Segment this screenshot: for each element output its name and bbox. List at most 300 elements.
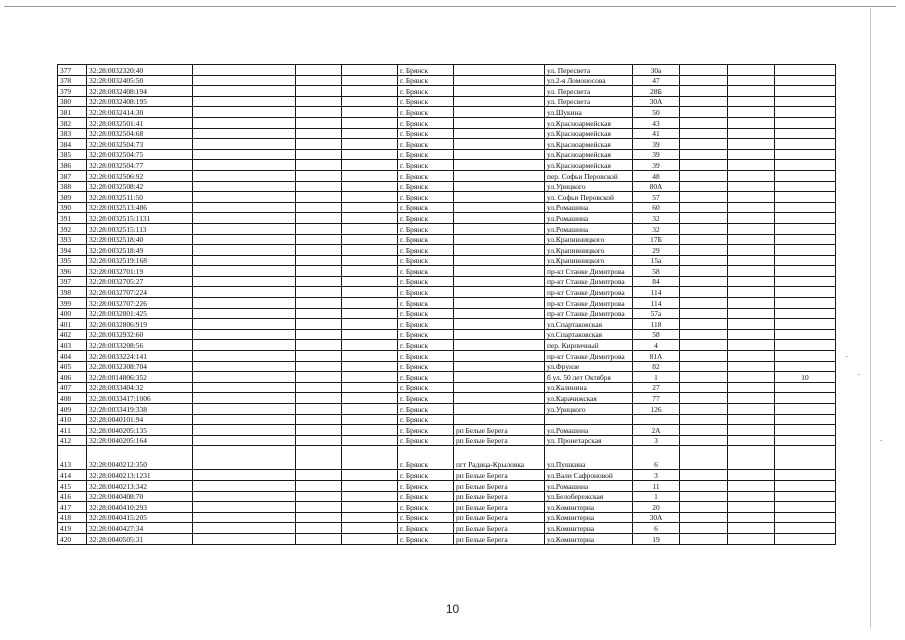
row-number-cell: 393 <box>58 234 87 245</box>
settlement-cell <box>454 202 545 213</box>
empty-cell <box>193 181 296 192</box>
house-number-cell: 2А <box>633 425 680 436</box>
extra-value-cell <box>775 117 836 128</box>
empty-cell <box>728 512 775 523</box>
empty-cell <box>296 512 342 523</box>
extra-value-cell <box>775 404 836 415</box>
city-cell: г. Брянск <box>398 491 454 502</box>
extra-value-cell <box>775 192 836 203</box>
row-number-cell: 418 <box>58 512 87 523</box>
table-row <box>58 128 836 139</box>
empty-cell <box>296 276 342 287</box>
empty-cell <box>193 523 296 534</box>
table-row <box>58 192 836 203</box>
empty-cell <box>296 160 342 171</box>
extra-value-cell <box>775 276 836 287</box>
street-cell: пр-кт Станке Димитрова <box>545 266 633 277</box>
empty-cell <box>680 287 728 298</box>
row-number-cell: 384 <box>58 139 87 150</box>
row-number-cell: 382 <box>58 117 87 128</box>
house-number-cell: 32 <box>633 213 680 224</box>
empty-cell <box>680 480 728 491</box>
settlement-cell <box>454 96 545 107</box>
empty-cell <box>680 298 728 309</box>
empty-cell <box>193 425 296 436</box>
cadastral-number-cell: 32:28:0032504:68 <box>87 128 193 139</box>
settlement-cell <box>454 65 545 76</box>
house-number-cell: 82 <box>633 361 680 372</box>
city-cell: г. Брянск <box>398 414 454 425</box>
cadastral-number-cell: 32:28:0032504:75 <box>87 149 193 160</box>
empty-cell <box>296 446 342 470</box>
empty-cell <box>342 382 398 393</box>
row-number-cell: 398 <box>58 287 87 298</box>
table-row <box>58 223 836 234</box>
empty-cell <box>680 107 728 118</box>
extra-value-cell <box>775 480 836 491</box>
extra-value-cell <box>775 512 836 523</box>
empty-cell <box>680 435 728 446</box>
cadastral-number-cell: 32:28:0040505:31 <box>87 533 193 544</box>
house-number-cell: 80А <box>633 181 680 192</box>
empty-cell <box>728 181 775 192</box>
empty-cell <box>342 213 398 224</box>
row-number-cell: 392 <box>58 223 87 234</box>
cadastral-number-cell: 32:28:0033404:32 <box>87 382 193 393</box>
extra-value-cell <box>775 446 836 470</box>
empty-cell <box>296 107 342 118</box>
empty-cell <box>296 523 342 534</box>
empty-cell <box>193 276 296 287</box>
empty-cell <box>193 351 296 362</box>
street-cell <box>545 414 633 425</box>
house-number-cell: 126 <box>633 404 680 415</box>
empty-cell <box>680 192 728 203</box>
scan-speck <box>858 374 860 375</box>
empty-cell <box>728 117 775 128</box>
empty-cell <box>193 202 296 213</box>
empty-cell <box>680 255 728 266</box>
cadastral-number-cell: 32:28:0032506:92 <box>87 170 193 181</box>
extra-value-cell <box>775 308 836 319</box>
scan-speck <box>880 440 882 441</box>
extra-value-cell <box>775 181 836 192</box>
settlement-cell: рп Белые Берега <box>454 491 545 502</box>
table-row <box>58 329 836 340</box>
empty-cell <box>193 393 296 404</box>
row-number-cell: 409 <box>58 404 87 415</box>
extra-value-cell <box>775 361 836 372</box>
empty-cell <box>193 512 296 523</box>
cadastral-number-cell: 32:28:0040410:293 <box>87 502 193 513</box>
cadastral-number-cell: 32:28:0032707:226 <box>87 298 193 309</box>
city-cell: г. Брянск <box>398 139 454 150</box>
extra-value-cell <box>775 223 836 234</box>
cadastral-number-cell: 32:28:0032501:41 <box>87 117 193 128</box>
street-cell: пр-кт Станке Димитрова <box>545 276 633 287</box>
house-number-cell: 114 <box>633 287 680 298</box>
empty-cell <box>193 117 296 128</box>
empty-cell <box>728 202 775 213</box>
empty-cell <box>342 414 398 425</box>
empty-cell <box>728 404 775 415</box>
settlement-cell: рп Белые Берега <box>454 533 545 544</box>
cadastral-number-cell: 32:28:0032705:27 <box>87 276 193 287</box>
empty-cell <box>296 340 342 351</box>
street-cell: пр-кт Станке Димитрова <box>545 287 633 298</box>
settlement-cell: рп Белые Берега <box>454 512 545 523</box>
house-number-cell: 32 <box>633 223 680 234</box>
table-row <box>58 414 836 425</box>
settlement-cell <box>454 308 545 319</box>
extra-value-cell <box>775 425 836 436</box>
settlement-cell <box>454 266 545 277</box>
city-cell: г. Брянск <box>398 319 454 330</box>
table-row <box>58 75 836 86</box>
row-number-cell: 381 <box>58 107 87 118</box>
empty-cell <box>342 223 398 234</box>
settlement-cell <box>454 139 545 150</box>
empty-cell <box>728 351 775 362</box>
empty-cell <box>342 234 398 245</box>
extra-value-cell <box>775 523 836 534</box>
empty-cell <box>728 65 775 76</box>
city-cell: г. Брянск <box>398 75 454 86</box>
row-number-cell: 390 <box>58 202 87 213</box>
row-number-cell: 407 <box>58 382 87 393</box>
empty-cell <box>193 96 296 107</box>
house-number-cell <box>633 414 680 425</box>
empty-cell <box>193 128 296 139</box>
house-number-cell: 3 <box>633 435 680 446</box>
row-number-cell: 394 <box>58 245 87 256</box>
empty-cell <box>296 96 342 107</box>
empty-cell <box>193 372 296 383</box>
row-number-cell: 385 <box>58 149 87 160</box>
empty-cell <box>680 393 728 404</box>
empty-cell <box>680 523 728 534</box>
empty-cell <box>728 86 775 97</box>
city-cell: г. Брянск <box>398 117 454 128</box>
cadastral-number-cell: 32:28:0032504:73 <box>87 139 193 150</box>
empty-cell <box>296 192 342 203</box>
empty-cell <box>193 361 296 372</box>
empty-cell <box>680 75 728 86</box>
empty-cell <box>296 382 342 393</box>
cadastral-number-cell: 32:28:0032513:486 <box>87 202 193 213</box>
empty-cell <box>296 329 342 340</box>
extra-value-cell <box>775 149 836 160</box>
registry-table <box>57 64 836 545</box>
empty-cell <box>728 340 775 351</box>
house-number-cell: 4 <box>633 340 680 351</box>
empty-cell <box>680 382 728 393</box>
city-cell: г. Брянск <box>398 329 454 340</box>
extra-value-cell <box>775 470 836 481</box>
settlement-cell: рп Белые Берега <box>454 470 545 481</box>
empty-cell <box>342 65 398 76</box>
street-cell: ул.Крапивницкого <box>545 245 633 256</box>
row-number-cell: 403 <box>58 340 87 351</box>
street-cell: ул.Урицкого <box>545 181 633 192</box>
empty-cell <box>296 234 342 245</box>
empty-cell <box>193 245 296 256</box>
table-row <box>58 149 836 160</box>
empty-cell <box>680 404 728 415</box>
empty-cell <box>193 86 296 97</box>
extra-value-cell <box>775 435 836 446</box>
settlement-cell <box>454 329 545 340</box>
house-number-cell: 48 <box>633 170 680 181</box>
empty-cell <box>728 393 775 404</box>
empty-cell <box>193 319 296 330</box>
empty-cell <box>296 223 342 234</box>
cadastral-number-cell: 32:28:0032801:425 <box>87 308 193 319</box>
table-row <box>58 361 836 372</box>
empty-cell <box>342 308 398 319</box>
empty-cell <box>680 139 728 150</box>
empty-cell <box>680 319 728 330</box>
empty-cell <box>728 75 775 86</box>
city-cell: г. Брянск <box>398 393 454 404</box>
house-number-cell: 27 <box>633 382 680 393</box>
settlement-cell <box>454 414 545 425</box>
street-cell: пр-кт Станке Димитрова <box>545 351 633 362</box>
empty-cell <box>193 298 296 309</box>
house-number-cell: 39 <box>633 139 680 150</box>
house-number-cell: 57а <box>633 308 680 319</box>
empty-cell <box>193 404 296 415</box>
city-cell: г. Брянск <box>398 234 454 245</box>
empty-cell <box>193 480 296 491</box>
cadastral-number-cell: 32:28:0040205:135 <box>87 425 193 436</box>
extra-value-cell <box>775 351 836 362</box>
house-number-cell: 58 <box>633 266 680 277</box>
empty-cell <box>342 181 398 192</box>
city-cell: г. Брянск <box>398 372 454 383</box>
extra-value-cell <box>775 75 836 86</box>
empty-cell <box>342 523 398 534</box>
empty-cell <box>342 425 398 436</box>
cadastral-number-cell: 32:28:0032408:194 <box>87 86 193 97</box>
empty-cell <box>296 287 342 298</box>
row-number-cell: 387 <box>58 170 87 181</box>
cadastral-number-cell: 32:28:0040212:350 <box>87 446 193 470</box>
table-row <box>58 491 836 502</box>
house-number-cell: 47 <box>633 75 680 86</box>
city-cell: г. Брянск <box>398 65 454 76</box>
house-number-cell: 57 <box>633 192 680 203</box>
row-number-cell: 412 <box>58 435 87 446</box>
row-number-cell: 402 <box>58 329 87 340</box>
row-number-cell: 396 <box>58 266 87 277</box>
table-row <box>58 266 836 277</box>
row-number-cell: 417 <box>58 502 87 513</box>
table-row <box>58 512 836 523</box>
extra-value-cell <box>775 202 836 213</box>
empty-cell <box>193 446 296 470</box>
empty-cell <box>342 287 398 298</box>
cadastral-number-cell: 32:28:0032504:77 <box>87 160 193 171</box>
extra-value-cell <box>775 533 836 544</box>
house-number-cell: 58 <box>633 329 680 340</box>
empty-cell <box>193 223 296 234</box>
empty-cell <box>296 170 342 181</box>
street-cell: ул.Ромашина <box>545 425 633 436</box>
house-number-cell: 81А <box>633 351 680 362</box>
empty-cell <box>296 86 342 97</box>
empty-cell <box>342 139 398 150</box>
house-number-cell: 60 <box>633 202 680 213</box>
street-cell: б ул. 50 лет Октября <box>545 372 633 383</box>
street-cell: ул.Пушкина <box>545 446 633 470</box>
house-number-cell: 39 <box>633 160 680 171</box>
table-row <box>58 308 836 319</box>
row-number-cell: 411 <box>58 425 87 436</box>
empty-cell <box>680 329 728 340</box>
empty-cell <box>296 414 342 425</box>
city-cell: г. Брянск <box>398 107 454 118</box>
street-cell: ул.Ромашина <box>545 480 633 491</box>
street-cell: ул.Коминтерна <box>545 502 633 513</box>
empty-cell <box>680 533 728 544</box>
settlement-cell <box>454 298 545 309</box>
row-number-cell: 377 <box>58 65 87 76</box>
empty-cell <box>296 372 342 383</box>
table-row <box>58 160 836 171</box>
house-number-cell: 30А <box>633 512 680 523</box>
empty-cell <box>680 96 728 107</box>
empty-cell <box>296 470 342 481</box>
settlement-cell <box>454 287 545 298</box>
extra-value-cell <box>775 491 836 502</box>
city-cell: г. Брянск <box>398 245 454 256</box>
street-cell: ул.Урицкого <box>545 404 633 415</box>
empty-cell <box>193 340 296 351</box>
row-number-cell: 383 <box>58 128 87 139</box>
settlement-cell <box>454 234 545 245</box>
city-cell: г. Брянск <box>398 470 454 481</box>
city-cell: г. Брянск <box>398 523 454 534</box>
empty-cell <box>296 308 342 319</box>
row-number-cell: 378 <box>58 75 87 86</box>
house-number-cell: 84 <box>633 276 680 287</box>
city-cell: г. Брянск <box>398 96 454 107</box>
settlement-cell <box>454 245 545 256</box>
extra-value-cell <box>775 234 836 245</box>
street-cell: ул.Красноармейская <box>545 128 633 139</box>
empty-cell <box>728 245 775 256</box>
empty-cell <box>680 245 728 256</box>
empty-cell <box>342 245 398 256</box>
row-number-cell: 410 <box>58 414 87 425</box>
empty-cell <box>296 245 342 256</box>
empty-cell <box>296 393 342 404</box>
empty-cell <box>680 202 728 213</box>
empty-cell <box>342 276 398 287</box>
table-row <box>58 276 836 287</box>
settlement-cell: рп Белые Берега <box>454 502 545 513</box>
cadastral-number-cell: 32:28:0032308:704 <box>87 361 193 372</box>
table-row <box>58 117 836 128</box>
empty-cell <box>193 170 296 181</box>
extra-value-cell <box>775 414 836 425</box>
street-cell: пр-кт Станке Димитрова <box>545 308 633 319</box>
settlement-cell <box>454 276 545 287</box>
scan-artifact-line <box>870 8 871 628</box>
empty-cell <box>680 512 728 523</box>
house-number-cell: 11 <box>633 480 680 491</box>
empty-cell <box>728 139 775 150</box>
street-cell: ул.Коминтерна <box>545 533 633 544</box>
table-row <box>58 480 836 491</box>
city-cell: г. Брянск <box>398 202 454 213</box>
empty-cell <box>680 181 728 192</box>
table-row <box>58 393 836 404</box>
table-row <box>58 340 836 351</box>
row-number-cell: 414 <box>58 470 87 481</box>
city-cell: г. Брянск <box>398 425 454 436</box>
empty-cell <box>728 435 775 446</box>
cadastral-number-cell: 32:28:0032806:919 <box>87 319 193 330</box>
row-number-cell: 420 <box>58 533 87 544</box>
city-cell: г. Брянск <box>398 181 454 192</box>
empty-cell <box>728 523 775 534</box>
empty-cell <box>728 192 775 203</box>
settlement-cell <box>454 393 545 404</box>
table-row <box>58 107 836 118</box>
row-number-cell: 408 <box>58 393 87 404</box>
empty-cell <box>193 435 296 446</box>
street-cell: ул. Пересвета <box>545 86 633 97</box>
street-cell: ул.Красноармейская <box>545 149 633 160</box>
empty-cell <box>296 149 342 160</box>
street-cell: ул.Фрунзе <box>545 361 633 372</box>
street-cell: ул.Красноармейская <box>545 117 633 128</box>
street-cell: пер. Кирпичный <box>545 340 633 351</box>
extra-value-cell <box>775 502 836 513</box>
settlement-cell <box>454 404 545 415</box>
street-cell: ул.Ромашина <box>545 202 633 213</box>
empty-cell <box>342 96 398 107</box>
house-number-cell: 118 <box>633 319 680 330</box>
street-cell: ул.Ромашина <box>545 213 633 224</box>
extra-value-cell <box>775 319 836 330</box>
empty-cell <box>728 425 775 436</box>
empty-cell <box>296 480 342 491</box>
empty-cell <box>193 255 296 266</box>
street-cell: ул. Пересвета <box>545 65 633 76</box>
empty-cell <box>728 491 775 502</box>
cadastral-number-cell: 32:28:0040101:94 <box>87 414 193 425</box>
cadastral-number-cell: 32:28:0032515:113 <box>87 223 193 234</box>
extra-value-cell <box>775 340 836 351</box>
settlement-cell <box>454 75 545 86</box>
empty-cell <box>342 255 398 266</box>
empty-cell <box>728 470 775 481</box>
cadastral-number-cell: 32:28:0032515:1131 <box>87 213 193 224</box>
empty-cell <box>680 491 728 502</box>
cadastral-number-cell: 32:28:0014806:352 <box>87 372 193 383</box>
empty-cell <box>728 329 775 340</box>
empty-cell <box>193 287 296 298</box>
row-number-cell: 388 <box>58 181 87 192</box>
row-number-cell: 415 <box>58 480 87 491</box>
cadastral-number-cell: 32:28:0040427:34 <box>87 523 193 534</box>
settlement-cell <box>454 372 545 383</box>
empty-cell <box>728 414 775 425</box>
street-cell: пр-кт Станке Димитрова <box>545 298 633 309</box>
